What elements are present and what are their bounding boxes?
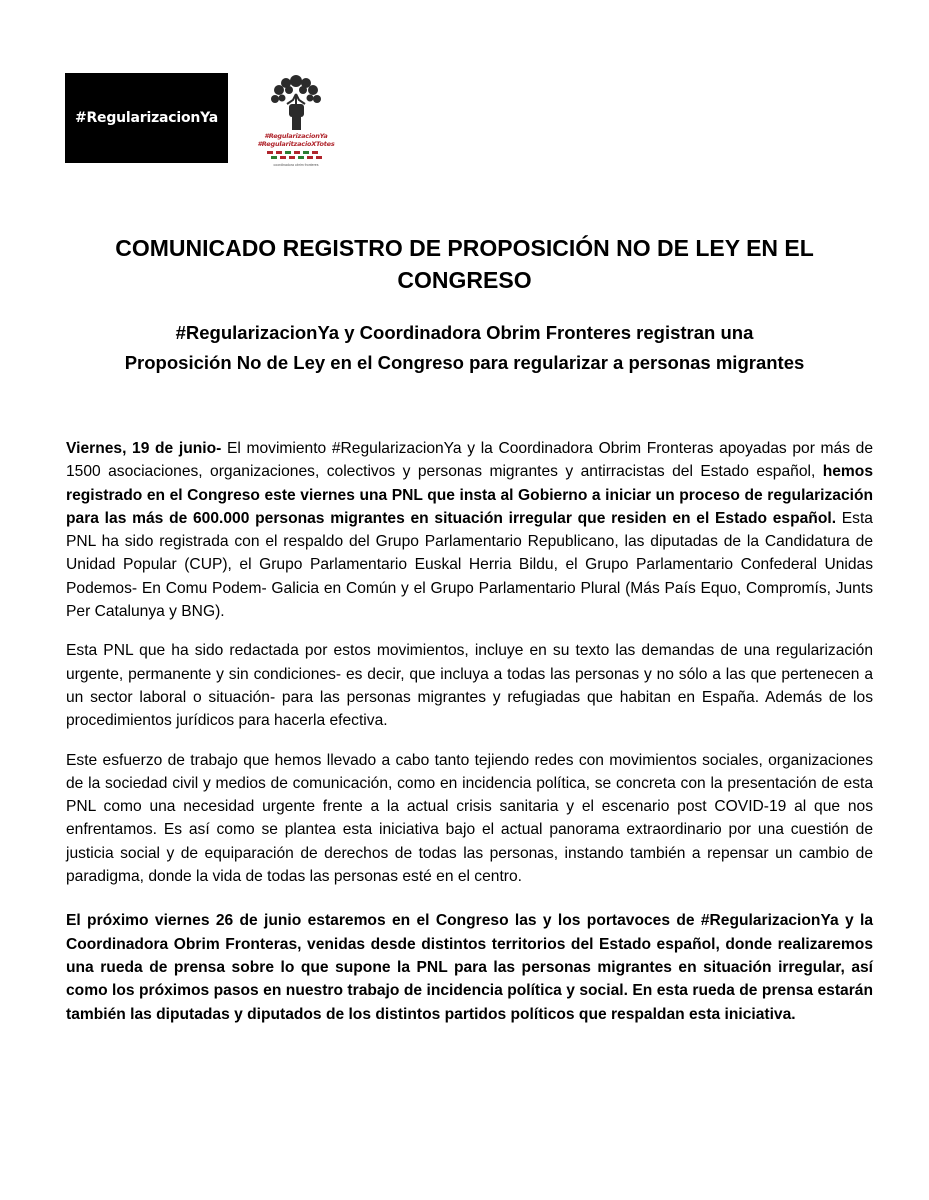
document-title <box>40 232 889 296</box>
tree-fist-icon <box>253 72 339 132</box>
title-line2: CONGRESO <box>397 267 532 293</box>
tree-fist-logo <box>253 72 339 172</box>
document-body <box>66 437 873 1042</box>
title-line1: COMUNICADO REGISTRO DE PROPOSICIÓN NO DE LEY EN EL <box>115 235 814 261</box>
tree-logo-line3: coordinadora obrim fronteres <box>273 163 319 167</box>
subtitle-line1: #RegularizacionYa y Coordinadora Obrim Fronteres registran una <box>175 322 754 343</box>
p1-bold-statement: hemos registrado en el Congreso este viernes una PNL que insta al Gobierno a iniciar un proceso de regularización para las más de 600.000 personas migrantes en situación irregular que residen en el Estado español. <box>66 463 873 527</box>
p1-date-lead: Viernes, 19 de junio- <box>66 440 222 457</box>
paragraph-3: Este esfuerzo de trabajo que hemos llevado a cabo tanto tejiendo redes con movimientos sociales, organizaciones de la sociedad civil y medios de comunicación, como en incidencia política, se concreta con la presentación de esta PNL como una necesidad urgente frente a la actual crisis sanitaria y el escenario post COVID-19 al que nos enfrentamos. Es así como se plantea esta iniciativa bajo el actual panorama extraordinario por una cuestión de justicia social y de equiparación de derechos de todas las personas, instando también a repensar un cambio de paradigma, donde la vida de todas las personas esté en el centro. <box>66 751 873 886</box>
document-subtitle <box>40 318 889 378</box>
tree-logo-line1: #RegularizacionYa <box>264 132 328 140</box>
subtitle-line2: Proposición No de Ley en el Congreso para regularizar a personas migrantes <box>124 352 805 373</box>
paragraph-2: Esta PNL que ha sido redactada por estos movimientos, incluye en su texto las demandas de una regularización urgente, permanente y sin condiciones- es decir, que incluya a todas las personas y no sólo a las que pertenecen a un sector laboral o situación- para las personas migrantes y refugiadas que habitan en España. Además de los procedimientos jurídicos para hacerla efectiva. <box>66 642 873 730</box>
logo-hashtag-text: #RegularizacionYa <box>74 110 219 126</box>
regularizacionya-logo <box>65 73 228 163</box>
tree-logo-line2: #RegularitzacioXTotes <box>257 140 335 148</box>
decorative-dashes <box>253 150 339 162</box>
paragraph-1 <box>66 437 873 623</box>
paragraph-4: El próximo viernes 26 de junio estaremos en el Congreso las y los portavoces de #RegularizacionYa y la Coordinadora Obrim Fronteras, venidas desde distintos territorios del Estado español, donde realizaremos una rueda de prensa sobre lo que supone la PNL para las personas migrantes en situación irregular, así como los próximos pasos en nuestro trabajo de incidencia política y social. En esta rueda de prensa estarán también las diputadas y diputados de los distintos partidos políticos que respaldan esta iniciativa. <box>66 912 873 1023</box>
p1-text-2: Esta PNL ha sido registrada con el respaldo del Grupo Parlamentario Republicano, las diputadas de la Candidatura de Unidad Popular (CUP), el Grupo Parlamentario Euskal Herria Bildu, el Grupo Parlamentario Confederal Unidas Podemos- En Comu Podem- Galicia en Común y el Grupo Parlamentario Plural (Más País Equo, Compromís, Junts Per Catalunya y BNG). <box>66 509 873 621</box>
p1-text-1: El movimiento #RegularizacionYa y la Coordinadora Obrim Fronteras apoyadas por más de 1500 asociaciones, organizaciones, colectivos y personas migrantes y antirracistas del Estado español, <box>66 440 873 481</box>
